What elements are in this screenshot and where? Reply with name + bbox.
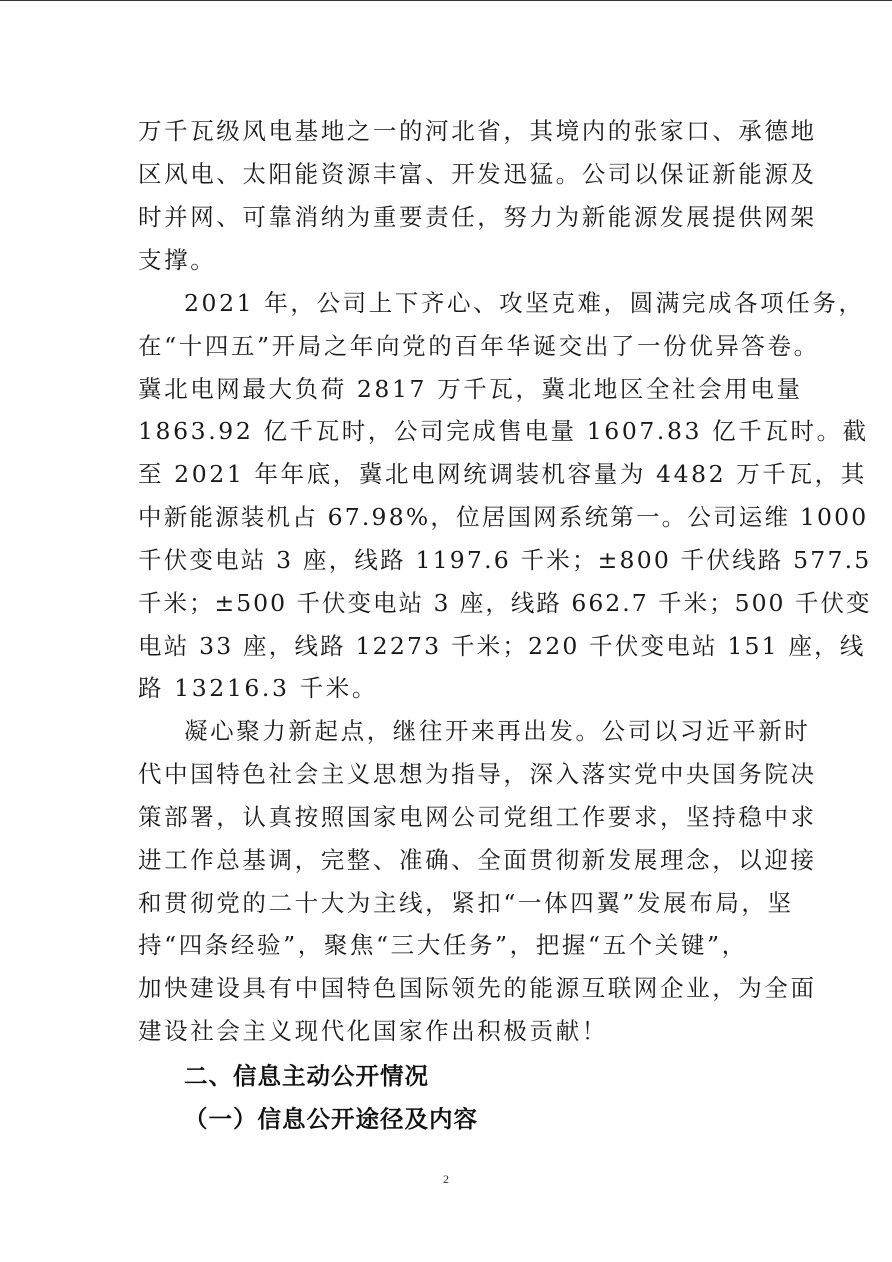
paragraph-3-line-1: 凝心聚力新起点，继往开来再出发。公司以习近平新时 <box>184 717 811 745</box>
paragraph-2-line-5: 至 2021 年年底，冀北电网统调装机容量为 4482 万千瓦，其 <box>138 460 867 488</box>
paragraph-3-line-5: 和贯彻党的二十大为主线，紧扣“一体四翼”发展布局，坚 <box>138 889 794 917</box>
paragraph-2-line-9: 电站 33 座，线路 12273 千米；220 千伏变电站 151 座，线 <box>138 632 866 660</box>
paragraph-1-line-3: 时并网、可靠消纳为重要责任，努力为新能源发展提供网架 <box>138 203 817 231</box>
section-heading: 二、信息主动公开情况 <box>184 1062 429 1090</box>
paragraph-2-line-6: 中新能源装机占 67.98%，位居国网系统第一。公司运维 1000 <box>138 503 869 531</box>
paragraph-2-line-8: 千米；±500 千伏变电站 3 座，线路 662.7 千米；500 千伏变 <box>138 589 872 617</box>
page-number: 2 <box>443 1172 449 1186</box>
paragraph-3-line-8: 建设社会主义现代化国家作出积极贡献！ <box>138 1017 608 1045</box>
paragraph-2-line-1: 2021 年，公司上下齐心、攻坚克难，圆满完成各项任务， <box>184 289 865 317</box>
paragraph-3-line-3: 策部署，认真按照国家电网公司党组工作要求，坚持稳中求 <box>138 803 817 831</box>
paragraph-2-line-3: 冀北电网最大负荷 2817 万千瓦，冀北地区全社会用电量 <box>138 375 803 403</box>
paragraph-3-line-7: 加快建设具有中国特色国际领先的能源互联网企业，为全面 <box>138 974 817 1002</box>
paragraph-2-line-10: 路 13216.3 千米。 <box>138 674 378 702</box>
paragraph-3-line-4: 进工作总基调，完整、准确、全面贯彻新发展理念，以迎接 <box>138 846 817 874</box>
paragraph-2-line-7: 千伏变电站 3 座，线路 1197.6 千米；±800 千伏线路 577.5 <box>138 546 872 574</box>
paragraph-1-line-4: 支撑。 <box>138 246 217 274</box>
paragraph-2-line-2: 在“十四五”开局之年向党的百年华诞交出了一份优异答卷。 <box>138 332 820 360</box>
subsection-heading: （一）信息公开途径及内容 <box>184 1105 478 1133</box>
paragraph-2-line-4: 1863.92 亿千瓦时，公司完成售电量 1607.83 亿千瓦时。截 <box>138 417 869 445</box>
paragraph-3-line-6: 持“四条经验”，聚焦“三大任务”，把握“五个关键”， <box>138 931 748 959</box>
paragraph-1-line-1: 万千瓦级风电基地之一的河北省，其境内的张家口、承德地 <box>138 117 817 145</box>
paragraph-1-line-2: 区风电、太阳能资源丰富、开发迅猛。公司以保证新能源及 <box>138 160 817 188</box>
paragraph-3-line-2: 代中国特色社会主义思想为指导，深入落实党中央国务院决 <box>138 760 817 788</box>
